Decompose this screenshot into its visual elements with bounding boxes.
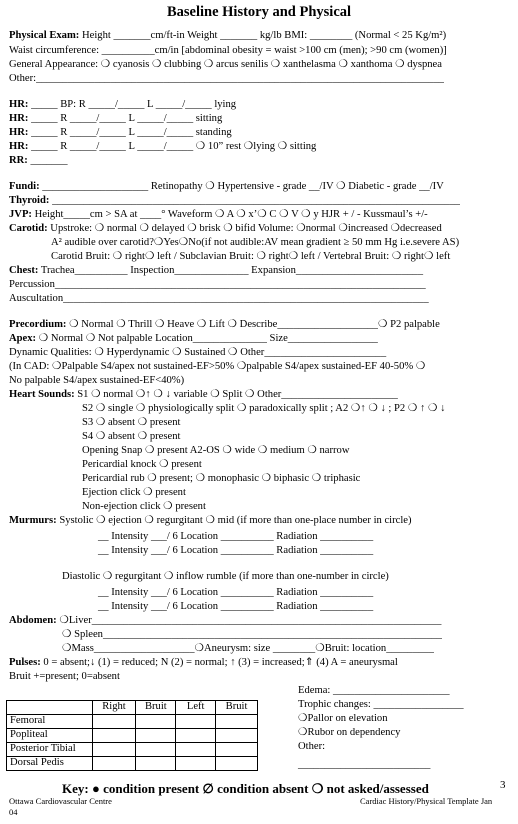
field-text: Percussion______________________________________________________________________ bbox=[9, 279, 426, 290]
field-text: Bruit +=present; 0=absent bbox=[9, 671, 120, 682]
form-line bbox=[82, 432, 180, 443]
table-cell[interactable] bbox=[136, 743, 176, 757]
table-row bbox=[7, 757, 258, 771]
field-text: General Appearance: ❍ cyanosis ❍ clubbing ❍ arcus senilis ❍ xanthelasma ❍ xanthoma ❍ dyspnea bbox=[9, 59, 442, 70]
field-text: _____ BP: R _____/_____ L _____/_____ lying bbox=[28, 99, 237, 110]
form-line bbox=[298, 728, 400, 739]
table-cell[interactable] bbox=[176, 715, 216, 729]
field-text: __ Intensity ___/ 6 Location __________ Radiation __________ bbox=[98, 587, 374, 598]
section-label: Chest: bbox=[9, 265, 39, 276]
form-line bbox=[9, 224, 442, 235]
section-label: Pulses: bbox=[9, 657, 41, 668]
field-text: Trophic changes: _________________ bbox=[298, 699, 464, 710]
field-text: Auscultation_____________________________________________________________________ bbox=[9, 293, 429, 304]
field-text: Systolic ❍ ejection ❍ regurgitant ❍ mid (if more than one-place number in circle) bbox=[56, 515, 412, 526]
table-cell[interactable] bbox=[176, 743, 216, 757]
field-text: 0 = absent;↓ (1) = reduced; N (2) = normal; ↑ (3) = increased;⇑ (4) A = aneurysmal bbox=[40, 657, 398, 668]
form-line bbox=[9, 280, 426, 291]
table-cell[interactable] bbox=[176, 729, 216, 743]
field-text: __ Intensity ___/ 6 Location __________ Radiation __________ bbox=[98, 601, 374, 612]
form-line bbox=[9, 210, 428, 221]
form-line bbox=[9, 376, 184, 387]
field-text: S4 ❍ absent ❍ present bbox=[82, 431, 181, 442]
field-text: Trachea__________ Inspection______________ Expansion________________________ bbox=[38, 265, 424, 276]
form-line bbox=[9, 516, 412, 527]
footer-organization-year: 04 bbox=[9, 807, 18, 817]
form-line bbox=[9, 182, 444, 193]
form-line bbox=[9, 362, 425, 373]
field-text: Pericardial rub ❍ present; ❍ monophasic ❍ biphasic ❍ triphasic bbox=[82, 473, 361, 484]
footer-organization: Ottawa Cardiovascular Centre bbox=[9, 796, 112, 806]
field-text: _____ R _____/_____ L _____/_____ standing bbox=[28, 127, 232, 138]
form-line bbox=[298, 714, 388, 725]
table-cell[interactable] bbox=[92, 743, 136, 757]
field-text: A² audible over carotid?❍Yes❍No(if not audible:AV mean gradient ≥ 50 mm Hg i.e.severe AS) bbox=[51, 237, 460, 248]
field-text: S2 ❍ single ❍ physiologically split ❍ paradoxically split ; A2 ❍↑ ❍ ↓ ; P2 ❍ ↑ ❍ ↓ bbox=[82, 403, 446, 414]
form-line bbox=[9, 320, 440, 331]
form-line bbox=[298, 760, 430, 771]
field-text: ❍ Normal ❍ Not palpable Location______________ Size_________________ bbox=[36, 333, 378, 344]
table-cell[interactable] bbox=[216, 743, 258, 757]
form-line bbox=[82, 418, 180, 429]
field-text: Pericardial knock ❍ present bbox=[82, 459, 202, 470]
table-row bbox=[7, 729, 258, 743]
form-line bbox=[9, 142, 316, 153]
field-text: S3 ❍ absent ❍ present bbox=[82, 417, 181, 428]
field-text: __ Intensity ___/ 6 Location __________ Radiation __________ bbox=[98, 531, 374, 542]
field-text: Other: bbox=[298, 741, 326, 752]
row-label: Posterior Tibial bbox=[7, 743, 93, 757]
field-text: ❍Liver__________________________________________________________________ bbox=[56, 615, 442, 626]
section-label: HR: bbox=[9, 113, 29, 124]
section-label: Abdomen: bbox=[9, 615, 57, 626]
page-number: 3 bbox=[500, 779, 506, 791]
pulse-table bbox=[6, 700, 258, 771]
form-line bbox=[9, 294, 429, 305]
column-header: Left bbox=[176, 701, 216, 715]
table-cell[interactable] bbox=[136, 757, 176, 771]
field-text: Diastolic ❍ regurgitant ❍ inflow rumble (if more than one-number in circle) bbox=[62, 571, 389, 582]
form-line bbox=[9, 334, 378, 345]
form-line bbox=[82, 404, 445, 415]
section-label: HR: bbox=[9, 127, 29, 138]
form-line bbox=[62, 644, 434, 655]
table-cell[interactable] bbox=[136, 729, 176, 743]
row-label: Femoral bbox=[7, 715, 93, 729]
form-line bbox=[62, 630, 442, 641]
form-line bbox=[9, 31, 446, 42]
form-line bbox=[9, 348, 386, 359]
section-label: Apex: bbox=[9, 333, 37, 344]
column-header bbox=[7, 701, 93, 715]
field-text: Dynamic Qualities: ❍ Hyperdynamic ❍ Sustained ❍ Other_______________________ bbox=[9, 347, 387, 358]
field-text: _____________________________________________________________________________ bbox=[49, 195, 460, 206]
field-text: _____ R _____/_____ L _____/_____ sitting bbox=[28, 113, 223, 124]
form-line bbox=[298, 686, 450, 697]
field-text: _________________________ bbox=[298, 759, 431, 770]
table-cell[interactable] bbox=[92, 757, 136, 771]
field-text: ❍ Spleen________________________________________________________________ bbox=[62, 629, 442, 640]
form-line bbox=[9, 156, 68, 167]
section-label: JVP: bbox=[9, 209, 32, 220]
table-row bbox=[7, 715, 258, 729]
form-line bbox=[9, 46, 447, 57]
field-text: ____________________ Retinopathy ❍ Hypertensive - grade __/IV ❍ Diabetic - grade __/IV bbox=[39, 181, 444, 192]
form-line bbox=[62, 572, 389, 583]
column-header: Bruit bbox=[216, 701, 258, 715]
field-text: No palpable S4/apex sustained-EF<40%) bbox=[9, 375, 185, 386]
section-label: Carotid: bbox=[9, 223, 48, 234]
form-line bbox=[82, 460, 202, 471]
form-line bbox=[9, 266, 423, 277]
field-text: _____ R _____/_____ L _____/_____ ❍ 10” rest ❍lying ❍ sitting bbox=[28, 141, 317, 152]
field-text: ❍Rubor on dependency bbox=[298, 727, 401, 738]
form-line bbox=[9, 74, 444, 85]
table-cell[interactable] bbox=[92, 729, 136, 743]
form-line bbox=[9, 672, 120, 683]
table-row bbox=[7, 743, 258, 757]
table-cell[interactable] bbox=[176, 757, 216, 771]
field-text: __ Intensity ___/ 6 Location __________ Radiation __________ bbox=[98, 545, 374, 556]
form-line bbox=[51, 238, 459, 249]
form-line bbox=[9, 658, 398, 669]
section-label: Murmurs: bbox=[9, 515, 57, 526]
field-text: ❍Pallor on elevation bbox=[298, 713, 388, 724]
field-text: Other:_____________________________________________________________________________ bbox=[9, 73, 444, 84]
form-line bbox=[9, 128, 232, 139]
column-header: Bruit bbox=[136, 701, 176, 715]
field-text: _______ bbox=[27, 155, 68, 166]
form-line bbox=[9, 100, 236, 111]
field-text: Opening Snap ❍ present A2-OS ❍ wide ❍ medium ❍ narrow bbox=[82, 445, 350, 456]
form-line bbox=[9, 196, 460, 207]
form-line bbox=[298, 742, 325, 753]
row-label: Dorsal Pedis bbox=[7, 757, 93, 771]
table-cell[interactable] bbox=[216, 757, 258, 771]
field-text: Upstroke: ❍ normal ❍ delayed ❍ brisk ❍ bifid Volume: ❍normal ❍increased ❍decreased bbox=[47, 223, 442, 234]
row-label: Popliteal bbox=[7, 729, 93, 743]
section-label: Physical Exam: bbox=[9, 30, 80, 41]
form-line bbox=[51, 252, 450, 263]
pulse-table-header bbox=[7, 701, 258, 715]
section-label: HR: bbox=[9, 141, 29, 152]
form-line bbox=[98, 532, 373, 543]
section-label: Fundi: bbox=[9, 181, 40, 192]
column-header: Right bbox=[92, 701, 136, 715]
form-line bbox=[9, 616, 441, 627]
form-line bbox=[82, 502, 206, 513]
field-text: (In CAD: ❍Palpable S4/apex not sustained-EF>50% ❍palpable S4/apex sustained-EF 40-50% ❍ bbox=[9, 361, 426, 372]
form-line bbox=[82, 446, 349, 457]
field-text: Ejection click ❍ present bbox=[82, 487, 186, 498]
section-label: Thyroid: bbox=[9, 195, 50, 206]
table-cell[interactable] bbox=[136, 715, 176, 729]
form-line bbox=[9, 114, 222, 125]
table-cell[interactable] bbox=[216, 715, 258, 729]
field-text: ❍Mass___________________❍Aneurysm: size ________❍Bruit: location_________ bbox=[62, 643, 434, 654]
form-line bbox=[98, 602, 373, 613]
section-label: RR: bbox=[9, 155, 28, 166]
field-text: ❍ Normal ❍ Thrill ❍ Heave ❍ Lift ❍ Describe___________________❍ P2 palpable bbox=[66, 319, 440, 330]
footer-template-name: Cardiac History/Physical Template Jan bbox=[360, 796, 493, 806]
legend-key: Key: ● condition present ∅ condition absent ❍ not asked/assessed bbox=[62, 781, 429, 796]
form-line bbox=[82, 488, 186, 499]
form-line bbox=[98, 546, 373, 557]
field-text: S1 ❍ normal ❍↑ ❍ ↓ variable ❍ Split ❍ Other______________________ bbox=[74, 389, 398, 400]
form-line bbox=[9, 60, 442, 71]
field-text: Height _______cm/ft-in Weight _______ kg/lb BMI: ________ (Normal < 25 Kg/m²) bbox=[79, 30, 447, 41]
field-text: Waist circumference: __________cm/in [abdominal obesity = waist >100 cm (men); >90 cm (women)] bbox=[9, 45, 447, 56]
section-label: Precordium: bbox=[9, 319, 67, 330]
form-line bbox=[9, 390, 398, 401]
page-title: Baseline History and Physical bbox=[166, 4, 352, 20]
form-line bbox=[82, 474, 360, 485]
field-text: Height_____cm > SA at ____° Waveform ❍ A ❍ x’❍ C ❍ V ❍ y HJR + / - Kussmaul’s +/- bbox=[31, 209, 428, 220]
table-cell[interactable] bbox=[92, 715, 136, 729]
form-line bbox=[98, 588, 373, 599]
table-cell[interactable] bbox=[216, 729, 258, 743]
section-label: HR: bbox=[9, 99, 29, 110]
field-text: Edema: ______________________ bbox=[298, 685, 450, 696]
field-text: Non-ejection click ❍ present bbox=[82, 501, 206, 512]
section-label: Heart Sounds: bbox=[9, 389, 75, 400]
form-line bbox=[298, 700, 464, 711]
field-text: Carotid Bruit: ❍ right❍ left / Subclavian Bruit: ❍ right❍ left / Vertebral Bruit: ❍ right❍ left bbox=[51, 251, 451, 262]
